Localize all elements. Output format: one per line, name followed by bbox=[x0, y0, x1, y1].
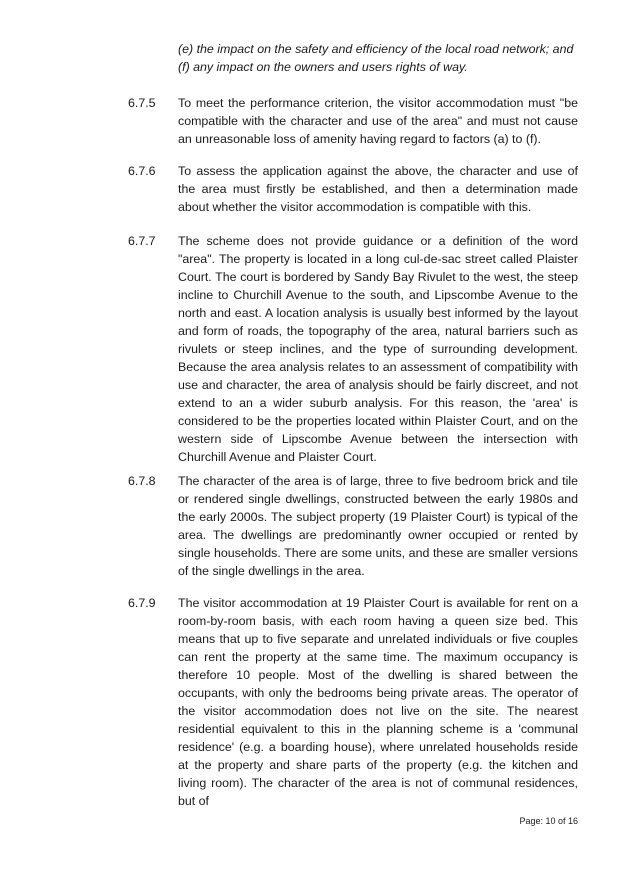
paragraph-text: The visitor accommodation at 19 Plaister Court is available for rent on a room-by-room basis, with each room having a queen size bed. This means that up to five separate and unrelated individuals or five couples can rent the property at the same time. The maximum occupancy is therefore 10 people. Most of the dwelling is shared between the occupants, with only the bedrooms being private areas. The operator of the visitor accommodation does not live on the site. The nearest residential equivalent to this in the planning scheme is a 'communal residence' (e.g. a boarding house), where unrelated households reside at the property and share parts of the property (e.g. the kitchen and living room). The character of the area is not of communal residences, but of bbox=[178, 596, 578, 808]
paragraph-text: To meet the performance criterion, the visitor accommodation must "be compatible with the character and use of the area" and must not cause an unreasonable loss of amenity having regard to factors (a) to (f). bbox=[178, 96, 578, 146]
page-number-footer: Page: 10 of 16 bbox=[519, 816, 578, 826]
paragraph-text: The character of the area is of large, three to five bedroom brick and tile or rendered single dwellings, constructed between the early 1980s and the early 2000s. The subject property (19 Plaister Court) is typical of the area. The dwellings are predominantly owner occupied or rented by single households. There are some units, and these are smaller versions of the single dwellings in the area. bbox=[178, 474, 578, 578]
list-item-f: (f) any impact on the owners and users rights of way. bbox=[178, 60, 468, 74]
paragraph-text: The scheme does not provide guidance or a definition of the word "area". The property is located in a long cul-de-sac street called Plaister Court. The court is bordered by Sandy Bay Rivulet to the west, the steep incline to Churchill Avenue to the south, and Lipscombe Avenue to the north and east. A location analysis is usually best informed by the layout and form of roads, the topography of the area, natural barriers such as rivulets or steep inclines, and the type of surrounding development. Because the area analysis relates to an assessment of compatibility with use and character, the area of analysis should be fairly discreet, and not extend to an a wider suburb analysis. For this reason, the 'area' is considered to be the properties located within Plaister Court, and on the western side of Lipscombe Avenue between the intersection with Churchill Avenue and Plaister Court. bbox=[178, 234, 578, 464]
paragraph-6-7-9 bbox=[128, 594, 578, 810]
paragraph-6-7-7 bbox=[128, 232, 578, 466]
paragraph-number: 6.7.7 bbox=[128, 234, 156, 248]
paragraph-number: 6.7.9 bbox=[128, 596, 156, 610]
paragraph-number: 6.7.5 bbox=[128, 96, 156, 110]
paragraph-6-7-6 bbox=[128, 162, 578, 216]
paragraph-number: 6.7.6 bbox=[128, 164, 156, 178]
paragraph-6-7-8 bbox=[128, 472, 578, 580]
list-item-e: (e) the impact on the safety and efficiency of the local road network; and bbox=[178, 42, 574, 56]
paragraph-number: 6.7.8 bbox=[128, 474, 156, 488]
paragraph-6-7-5 bbox=[128, 94, 578, 148]
paragraph-text: To assess the application against the above, the character and use of the area must firstly be established, and then a determination made about whether the visitor accommodation is compatible with this. bbox=[178, 164, 578, 214]
